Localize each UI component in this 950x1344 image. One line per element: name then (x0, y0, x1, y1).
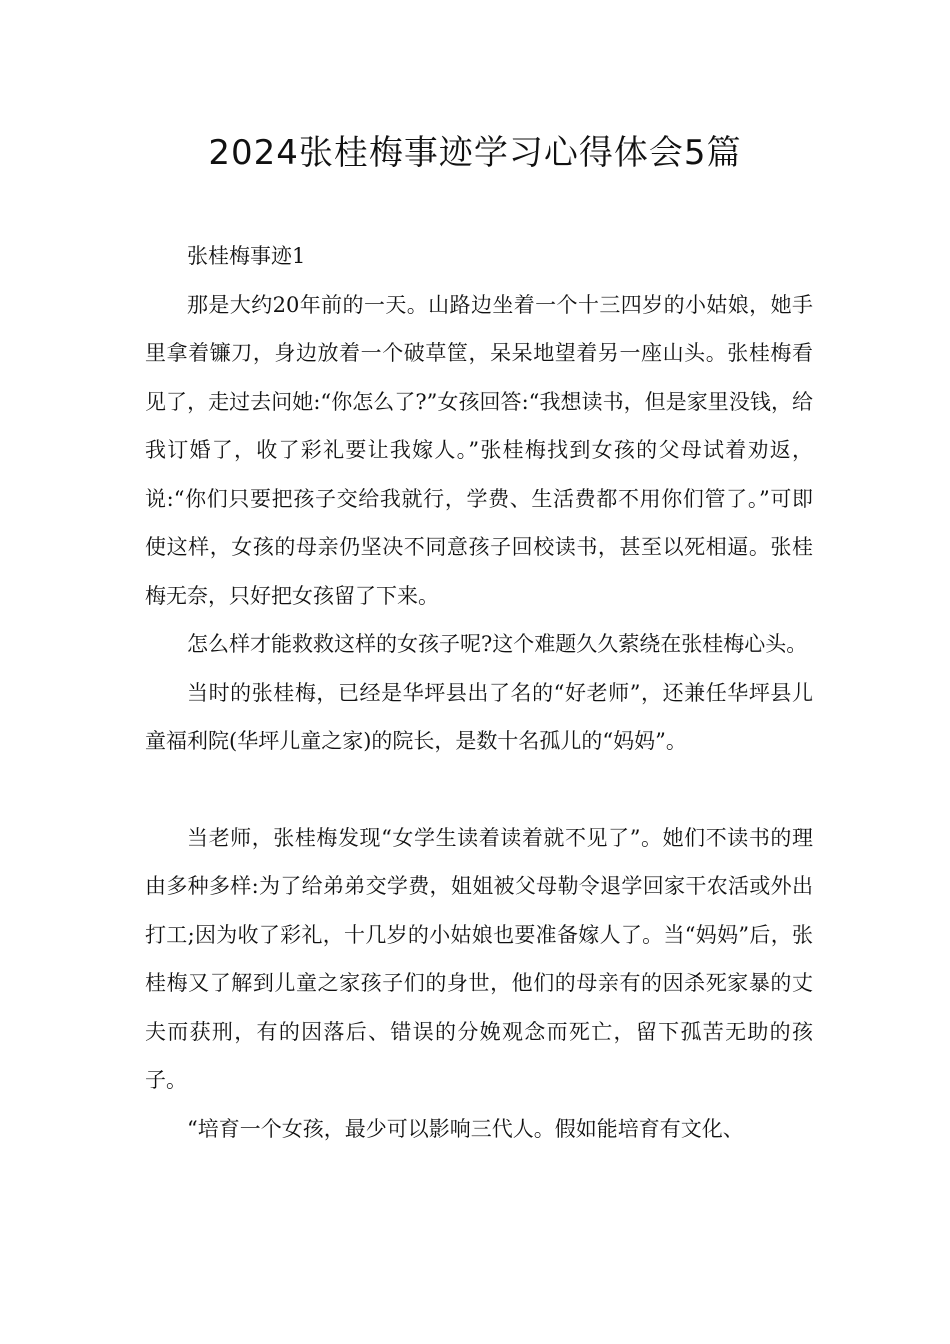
section-heading: 张桂梅事迹1 (187, 244, 306, 268)
paragraph: 当时的张桂梅，已经是华坪县出了名的“好老师”，还兼任华坪县儿童福利院(华坪儿童之家)的院长，是数十名孤儿的“妈妈”。 (145, 680, 813, 753)
document-body (145, 232, 813, 1153)
paragraph: 那是大约20年前的一天。山路边坐着一个十三四岁的小姑娘，她手里拿着镰刀，身边放着一个破草筐，呆呆地望着另一座山头。张桂梅看见了，走过去问她:“你怎么了?”女孩回答:“我想读书，但是家里没钱，给我订婚了，收了彩礼要让我嫁人。”张桂梅找到女孩的父母试着劝返，说:“你们只要把孩子交给我就行，学费、生活费都不用你们管了。”可即使这样，女孩的母亲仍坚决不同意孩子回校读书，甚至以死相逼。张桂梅无奈，只好把女孩留了下来。 (145, 292, 813, 608)
paragraph: 当老师，张桂梅发现“女学生读着读着就不见了”。她们不读书的理由多种多样:为了给弟弟交学费，姐姐被父母勒令退学回家干农活或外出打工;因为收了彩礼，十几岁的小姑娘也要准备嫁人了。当“妈妈”后，张桂梅又了解到儿童之家孩子们的身世，他们的母亲有的因杀死家暴的丈夫而获刑，有的因落后、错误的分娩观念而死亡，留下孤苦无助的孩子。 (145, 825, 813, 1092)
document-title: 2024张桂梅事迹学习心得体会5篇 (208, 133, 742, 173)
paragraph: “培育一个女孩，最少可以影响三代人。假如能培育有文化、 (187, 1116, 744, 1141)
paragraph: 怎么样才能救救这样的女孩子呢?这个难题久久萦绕在张桂梅心头。 (187, 632, 808, 656)
